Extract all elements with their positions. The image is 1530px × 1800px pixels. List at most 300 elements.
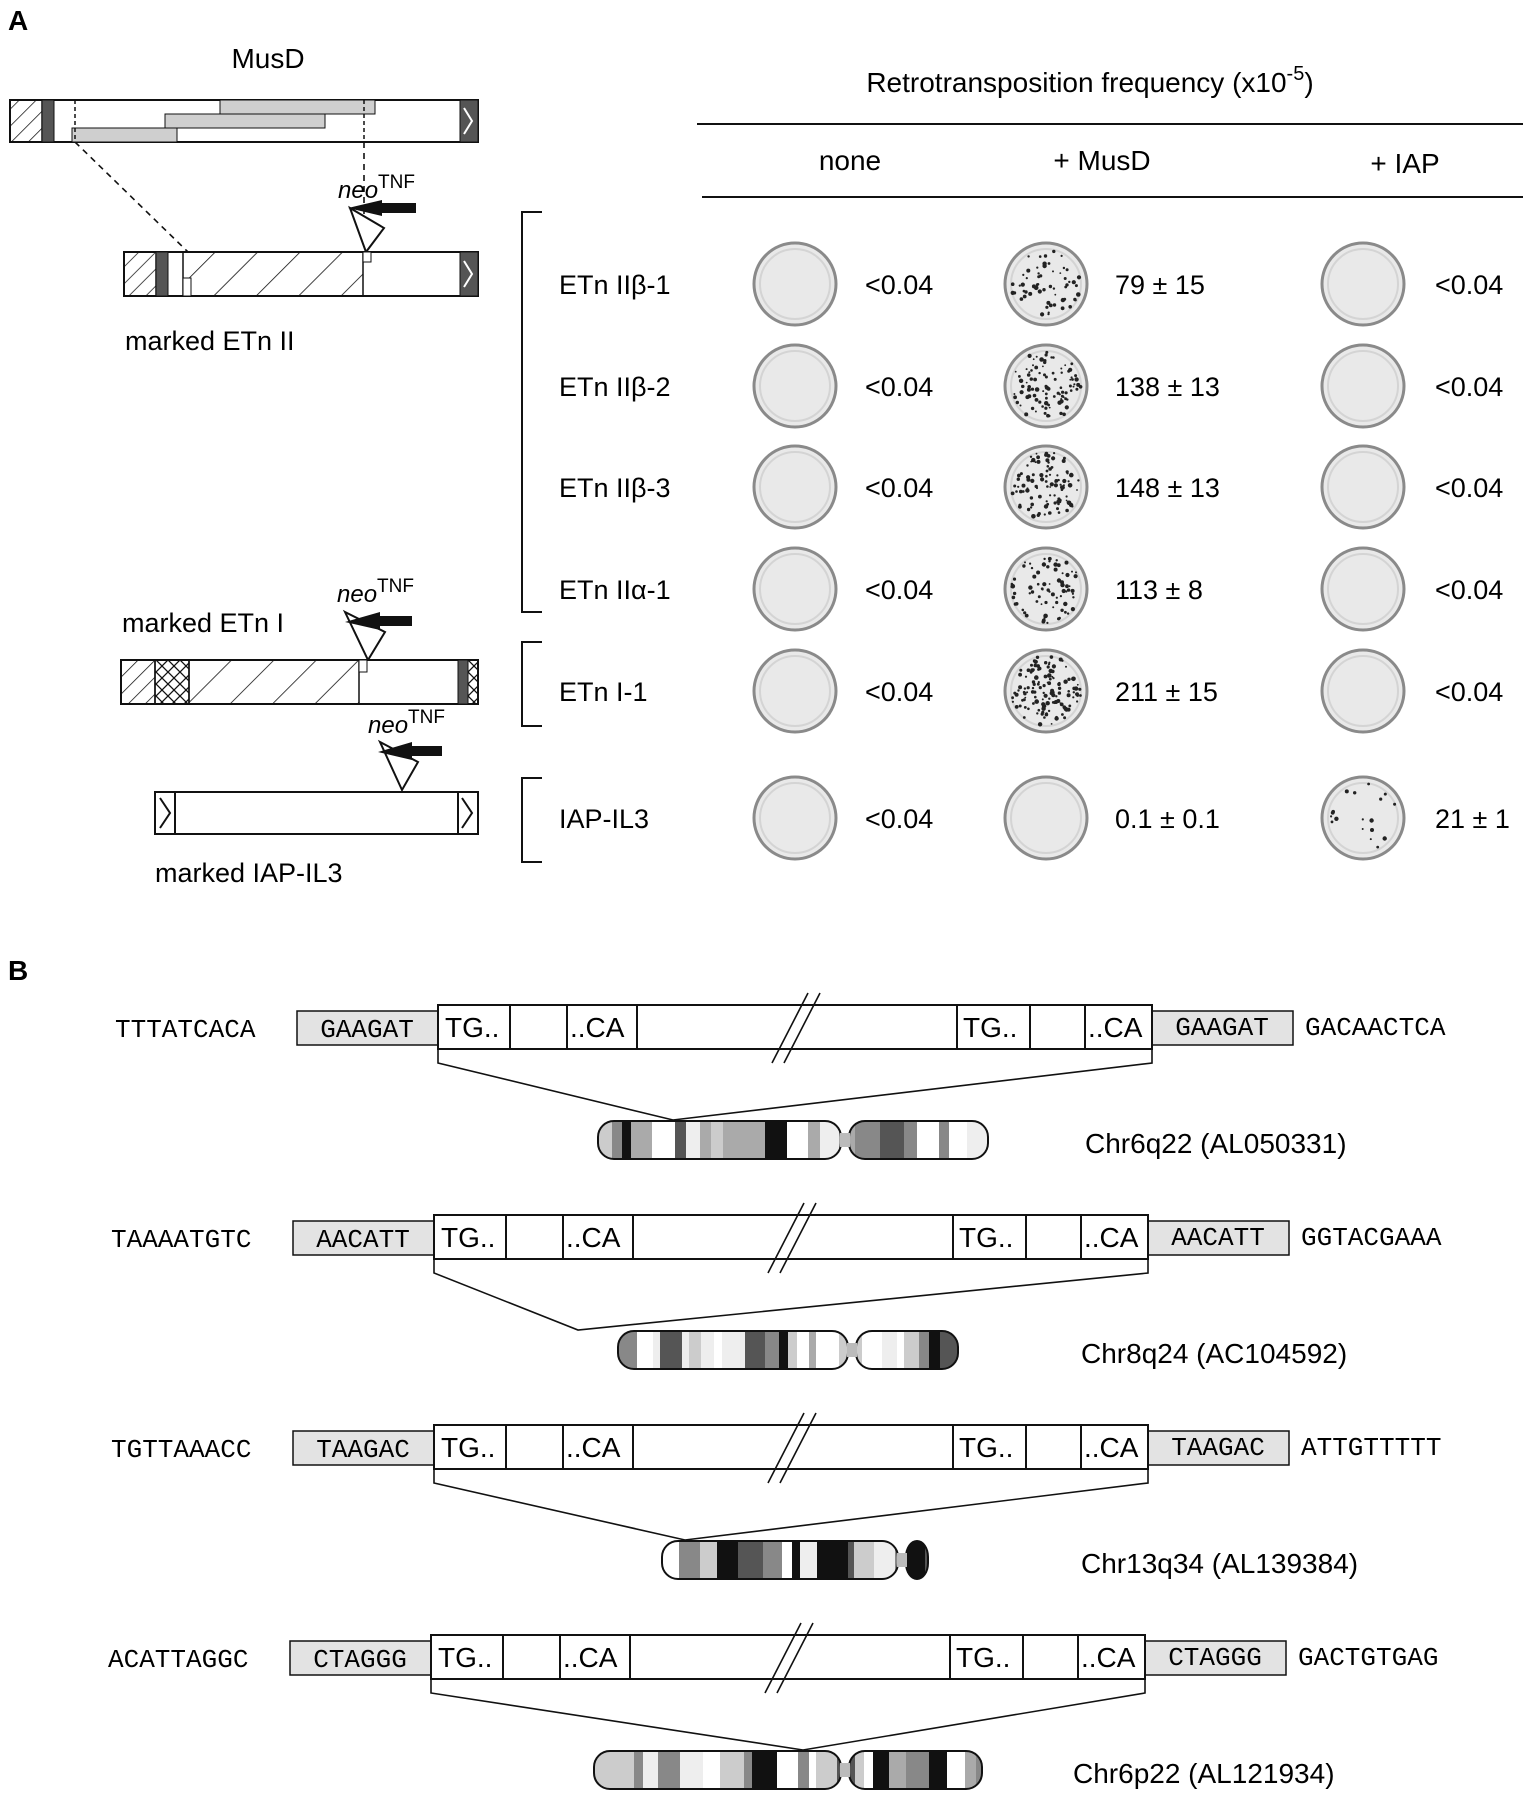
colony: [1011, 291, 1015, 295]
colony: [1038, 722, 1042, 726]
construct-label-iap: marked IAP-IL3: [155, 858, 343, 888]
neo-arrow-iap: [378, 742, 442, 790]
colony: [1037, 683, 1040, 686]
colony: [1024, 561, 1026, 563]
tsd-right: CTAGGG: [1168, 1643, 1262, 1673]
colony: [1074, 377, 1078, 381]
colony: [1049, 669, 1053, 673]
colony: [1056, 474, 1058, 476]
colony: [1030, 503, 1034, 507]
colony: [1036, 267, 1038, 269]
colony: [1065, 590, 1067, 592]
ltr-start-right: TG..: [963, 1012, 1018, 1043]
colony: [1069, 473, 1074, 478]
colony: [1035, 387, 1040, 392]
colony: [1032, 364, 1034, 366]
colony: [1062, 589, 1066, 593]
colony: [1019, 669, 1022, 672]
colony: [1037, 275, 1040, 278]
colony: [1064, 364, 1066, 366]
flank-left-seq: TTTATCACA: [115, 1015, 256, 1045]
colony: [1048, 467, 1052, 471]
colony: [1037, 583, 1040, 586]
bracket-etn2: [522, 212, 542, 612]
colony: [1031, 514, 1036, 519]
colony: [1062, 572, 1064, 574]
colony: [1362, 828, 1364, 830]
colony: [1027, 686, 1030, 689]
tsd-left: AACATT: [316, 1225, 410, 1255]
colony: [1057, 682, 1061, 686]
colony: [1330, 815, 1332, 817]
frequency-value: 21 ± 1: [1435, 804, 1510, 834]
colony: [1011, 492, 1015, 496]
colony: [1026, 277, 1028, 279]
culture-plate: [1322, 345, 1404, 427]
colony: [1052, 606, 1054, 608]
construct-label-etn2: marked ETn II: [125, 326, 295, 356]
colony: [1026, 691, 1028, 693]
colony: [1052, 270, 1054, 272]
colony: [1073, 691, 1075, 693]
colony: [1065, 561, 1069, 565]
colony: [1016, 401, 1019, 404]
colony: [1046, 301, 1050, 305]
colony: [1032, 680, 1035, 683]
colony: [1064, 611, 1067, 614]
colony: [1067, 588, 1070, 591]
colony: [1020, 472, 1023, 475]
colony: [1061, 391, 1064, 394]
iap-construct: [155, 792, 478, 834]
colony: [1042, 562, 1046, 566]
colony: [1072, 596, 1074, 598]
bracket-etn1: [522, 642, 542, 726]
colony: [1072, 280, 1076, 284]
colony: [1030, 377, 1033, 380]
colony: [1058, 511, 1061, 514]
colony: [1038, 709, 1041, 712]
colony: [1044, 675, 1048, 679]
colony: [1023, 295, 1027, 299]
colony: [1370, 838, 1372, 840]
frequency-value: 211 ± 15: [1115, 677, 1218, 707]
colony: [1068, 705, 1071, 708]
colony: [1053, 303, 1056, 306]
colony: [1065, 509, 1069, 513]
colony: [1067, 612, 1069, 614]
colony: [1030, 496, 1033, 499]
frequency-row: [559, 548, 1503, 630]
colony: [1068, 281, 1070, 283]
chromosome-ideogram: [598, 1121, 1000, 1159]
chromosome-locus: Chr13q34 (AL139384): [1081, 1548, 1359, 1579]
frequency-value: <0.04: [865, 677, 934, 707]
colony: [1036, 656, 1039, 659]
colony: [1012, 596, 1016, 600]
colony: [1034, 675, 1039, 680]
colony: [1074, 686, 1078, 690]
culture-plate: [1322, 243, 1404, 325]
frequency-row: [559, 777, 1510, 859]
neo-label-etn1: neo$^{TNF}$: [337, 576, 414, 608]
colony: [1027, 708, 1030, 711]
frequency-value: <0.04: [865, 270, 934, 300]
colony: [1036, 487, 1038, 489]
frequency-value: <0.04: [865, 575, 934, 605]
etn2-construct: [124, 252, 478, 296]
colony: [1023, 716, 1026, 719]
colony: [1042, 390, 1044, 392]
colony: [1074, 299, 1076, 301]
insertion-site: [115, 993, 1446, 1159]
colony: [1013, 395, 1017, 399]
colony: [1076, 292, 1081, 297]
colony: [1049, 494, 1051, 496]
colony: [1054, 378, 1057, 381]
colony: [1069, 379, 1071, 381]
colony: [1042, 262, 1046, 266]
colony: [1064, 277, 1067, 280]
colony: [1063, 680, 1067, 684]
colony: [1055, 695, 1057, 697]
colony: [1035, 411, 1037, 413]
colony: [1024, 687, 1026, 689]
colony: [1018, 375, 1021, 378]
frequency-row: [559, 345, 1503, 427]
row-name: ETn IIβ-3: [559, 473, 671, 503]
colony: [1052, 701, 1055, 704]
colony: [1027, 373, 1031, 377]
ltr-end-left: ..CA: [566, 1222, 621, 1253]
flank-right-seq: ATTGTTTTT: [1301, 1433, 1442, 1463]
colony: [1077, 275, 1081, 279]
flank-right-seq: GACTGTGAG: [1298, 1643, 1439, 1673]
culture-plate: [754, 446, 836, 528]
connector-lines: [438, 1049, 1152, 1120]
colony: [1393, 803, 1396, 806]
colony: [1067, 678, 1070, 681]
frequency-value: <0.04: [1435, 270, 1504, 300]
colony: [1384, 793, 1387, 796]
colony: [1067, 690, 1070, 693]
colony: [1045, 353, 1048, 356]
colony: [1054, 483, 1058, 487]
colony: [1070, 362, 1073, 365]
insertion-sites: [108, 993, 1446, 1789]
row-name: ETn IIβ-2: [559, 372, 671, 402]
ltr-end-left: ..CA: [563, 1642, 618, 1673]
colony: [1025, 395, 1029, 399]
colony: [1043, 558, 1045, 560]
colony: [1017, 478, 1020, 481]
colony: [1044, 401, 1048, 405]
colony: [1025, 614, 1029, 618]
colony: [1019, 674, 1022, 677]
colony: [1050, 482, 1054, 486]
culture-plate: [754, 777, 836, 859]
colony: [1018, 504, 1021, 507]
colony: [1052, 250, 1055, 253]
colony: [1048, 511, 1052, 515]
connector-lines: [434, 1259, 1148, 1330]
colony: [1038, 289, 1042, 293]
colony: [1065, 283, 1068, 286]
colony: [1024, 290, 1027, 293]
colony: [1345, 789, 1349, 793]
colony: [1032, 702, 1035, 705]
colony: [1076, 489, 1078, 491]
colony: [1044, 661, 1047, 664]
colony: [1027, 388, 1031, 392]
culture-plate: [1005, 243, 1087, 325]
colony: [1011, 583, 1014, 586]
bracket-iap: [522, 778, 542, 862]
colony: [1028, 585, 1032, 589]
colony: [1383, 836, 1387, 840]
colony: [1073, 383, 1075, 385]
frequency-value: <0.04: [865, 473, 934, 503]
colony: [1362, 818, 1364, 820]
colony: [1071, 607, 1075, 611]
colony: [1030, 369, 1033, 372]
tsd-left: TAAGAC: [316, 1435, 410, 1465]
frequency-row: [559, 243, 1503, 325]
flank-left-seq: TGTTAAACC: [111, 1435, 252, 1465]
colony: [1027, 255, 1029, 257]
connector-lines: [431, 1679, 1145, 1750]
colony: [1048, 698, 1050, 700]
colony: [1037, 460, 1041, 464]
ltr-start-right: TG..: [959, 1432, 1014, 1463]
ltr-end-right: ..CA: [1081, 1642, 1136, 1673]
colony: [1043, 716, 1046, 719]
colony: [1034, 366, 1038, 370]
colony: [1044, 407, 1047, 410]
colony: [1047, 681, 1051, 685]
panel-b-label: B: [8, 955, 29, 986]
culture-plate: [754, 243, 836, 325]
colony: [1066, 495, 1068, 497]
colony: [1032, 575, 1036, 579]
colony: [1369, 818, 1373, 822]
colony: [1059, 412, 1062, 415]
colony: [1079, 385, 1083, 389]
flank-left-seq: TAAAATGTC: [111, 1225, 252, 1255]
colony: [1048, 591, 1050, 593]
colony: [1075, 388, 1078, 391]
colony: [1019, 686, 1021, 688]
colony: [1071, 677, 1076, 682]
ltr-start-left: TG..: [441, 1432, 496, 1463]
colony: [1044, 412, 1047, 415]
culture-plate: [1322, 777, 1404, 859]
colony: [1041, 713, 1044, 716]
culture-plate: [1005, 777, 1087, 859]
colony: [1054, 501, 1057, 504]
colony: [1042, 582, 1046, 586]
frequency-value: 148 ± 13: [1115, 473, 1220, 503]
row-name: ETn I-1: [559, 677, 648, 707]
colony: [1063, 716, 1066, 719]
colony: [1077, 684, 1079, 686]
ltr-end-right: ..CA: [1084, 1222, 1139, 1253]
colony: [1049, 583, 1051, 585]
culture-plate: [1322, 650, 1404, 732]
frequency-value: <0.04: [1435, 677, 1504, 707]
colony: [1040, 312, 1044, 316]
colony: [1079, 694, 1082, 697]
colony: [1057, 578, 1061, 582]
culture-plate: [1005, 345, 1087, 427]
construct-label-etn1: marked ETn I: [122, 608, 285, 638]
colony: [1036, 571, 1040, 575]
colony: [1020, 390, 1024, 394]
colony: [1013, 692, 1016, 695]
colony: [1044, 254, 1047, 257]
colony: [1045, 397, 1048, 400]
colony: [1061, 255, 1063, 257]
colony: [1046, 701, 1050, 705]
colony: [1022, 609, 1025, 612]
frequency-value: <0.04: [1435, 473, 1504, 503]
frequency-header: Retrotransposition frequency $(x10^{-5})$: [866, 63, 1314, 98]
colony: [1077, 479, 1079, 481]
colony: [1042, 288, 1045, 291]
colony: [1070, 389, 1073, 392]
colony: [1015, 371, 1017, 373]
flank-left-seq: ACATTAGGC: [108, 1645, 249, 1675]
colony: [1367, 783, 1370, 786]
colony: [1043, 692, 1045, 694]
culture-plate: [1005, 548, 1087, 630]
insertion-site: [111, 1203, 1442, 1369]
colony: [1036, 455, 1040, 459]
colony: [1030, 506, 1032, 508]
colony: [1071, 505, 1073, 507]
colony: [1033, 394, 1037, 398]
tsd-left: CTAGGG: [313, 1645, 407, 1675]
colony: [1041, 707, 1045, 711]
musd-label: MusD: [231, 43, 305, 74]
colony: [1038, 681, 1040, 683]
colony: [1036, 283, 1039, 286]
colony: [1039, 357, 1044, 362]
colony: [1044, 694, 1048, 698]
colony: [1028, 371, 1030, 373]
colony: [1379, 798, 1382, 801]
colony: [1063, 298, 1066, 301]
culture-plate: [754, 345, 836, 427]
culture-plate: [754, 548, 836, 630]
colony: [1065, 584, 1069, 588]
colony: [1075, 284, 1078, 287]
colony: [1015, 705, 1019, 709]
colony: [1056, 597, 1058, 599]
frequency-value: <0.04: [865, 372, 934, 402]
colony: [1047, 665, 1050, 668]
colony: [1042, 366, 1044, 368]
colony: [1051, 592, 1055, 596]
colony: [1058, 691, 1061, 694]
ltr-end-left: ..CA: [566, 1432, 621, 1463]
colony: [1063, 396, 1065, 398]
colony: [1062, 479, 1066, 483]
colony: [1032, 687, 1034, 689]
colony: [1050, 691, 1054, 695]
insertion-site: [111, 1413, 1441, 1579]
colony: [1059, 393, 1061, 395]
tsd-right: AACATT: [1171, 1223, 1265, 1253]
colony: [1032, 473, 1035, 476]
colony: [1053, 395, 1056, 398]
colony: [1021, 699, 1024, 702]
colony: [1043, 684, 1046, 687]
colony: [1046, 622, 1048, 624]
colony: [1038, 512, 1041, 515]
colony: [1038, 495, 1042, 499]
colony: [1020, 405, 1022, 407]
colony: [1074, 374, 1077, 377]
ltr-start-right: TG..: [956, 1642, 1011, 1673]
colony: [1047, 387, 1051, 391]
colony: [1033, 378, 1037, 382]
centromere: [847, 1343, 857, 1357]
colony: [1065, 573, 1069, 577]
colony: [1046, 485, 1049, 488]
row-name: IAP-IL3: [559, 804, 650, 834]
colony: [1026, 269, 1030, 273]
colony: [1046, 470, 1049, 473]
colony: [1031, 567, 1033, 569]
colony: [1049, 557, 1051, 559]
colony: [1024, 412, 1028, 416]
colony: [1015, 490, 1018, 493]
colony: [1046, 414, 1050, 418]
frequency-rows: [559, 243, 1510, 859]
colony: [1039, 473, 1043, 477]
colony: [1063, 267, 1065, 269]
colony: [1010, 586, 1012, 588]
row-name: ETn IIα-1: [559, 575, 671, 605]
colony: [1038, 401, 1041, 404]
colony: [1027, 508, 1030, 511]
colony: [1065, 708, 1069, 712]
colony: [1049, 678, 1052, 681]
colony: [1076, 700, 1078, 702]
colony: [1041, 702, 1045, 706]
tsd-right: TAAGAC: [1171, 1433, 1265, 1463]
colony: [1023, 611, 1026, 614]
colony: [1072, 696, 1074, 698]
colony: [1038, 372, 1040, 374]
colony: [1061, 488, 1064, 491]
colony: [1045, 480, 1048, 483]
ltr-start-left: TG..: [438, 1642, 493, 1673]
colony: [1048, 262, 1051, 265]
colony: [1043, 614, 1048, 619]
colony: [1062, 413, 1066, 417]
neo-arrow-etn2: [348, 200, 416, 252]
panel-a-label: A: [8, 5, 29, 36]
colony: [1036, 600, 1039, 603]
colony: [1037, 668, 1040, 671]
frequency-value: 0.1 ± 0.1: [1115, 804, 1220, 834]
colony: [1012, 701, 1014, 703]
colony: [1039, 686, 1042, 689]
colony: [1058, 687, 1061, 690]
colony: [1049, 407, 1051, 409]
